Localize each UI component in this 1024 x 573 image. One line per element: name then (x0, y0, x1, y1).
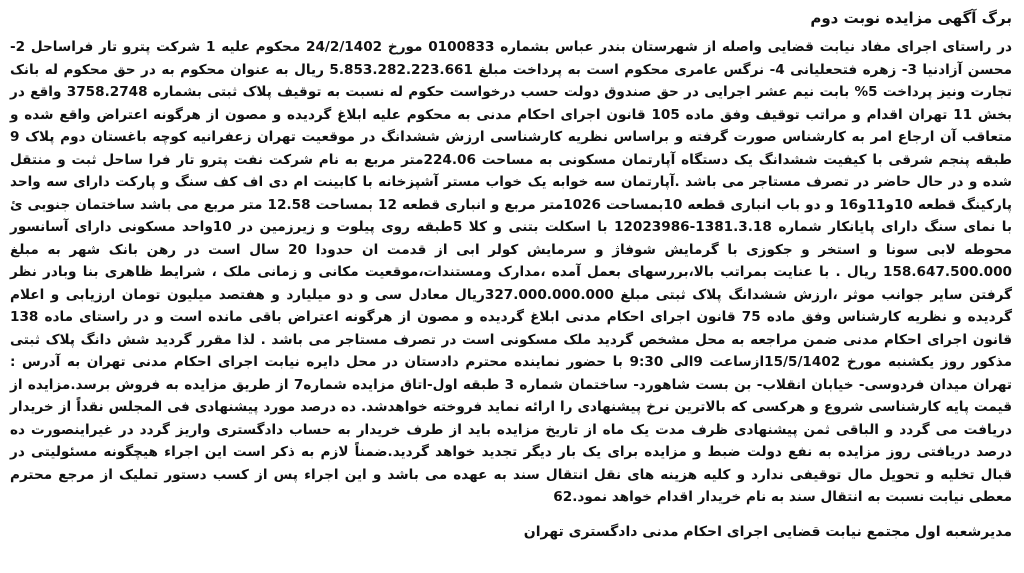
notice-body: در راستای اجرای مفاد نیابت قضایی واصله از شهرستان بندر عباس بشماره 0100833 مورخ 24/2/1402 محکوم علیه 1 شرکت پترو تار فراساحل 2- محسن آزادنیا 3- زهره فتحعلیانی 4- نرگس عامری محکوم است به پرداخت مبلغ 5.853.282.223.661 ریال به عنوان محکوم به در حق محکوم له بانک تجارت ونیز پرداخت 5% بابت نیم عشر اجرایی در حق صندوق دولت حسب درخواست حکوم له نسبت به توقیف پلاک ثبتی بشماره 3758.2748 واقع در بخش 11 تهران اقدام و مراتب توقیف وفق ماده 105 قانون اجرای احکام مدنی به محکوم علیه ابلاغ گردیده و مصون از هرگونه اعتراض واقع شده و متعاقب آن ارجاع امر به کارشناس صورت گرفته و براساس نظریه کارشناسی ارزش ششدانگ در موقعیت تهران زعفرانیه کوچه باغستان دوم پلاک 9 طبقه پنجم شرقی با کیفیت ششدانگ یک دستگاه آپارتمان مسکونی به مساحت 224.06متر مربع به نام شرکت نفت پترو تار فرا ساحل ثبت و منتقل شده و در حال حاضر در تصرف مستاجر می باشد .آپارتمان سه خوابه یک خواب مستر آشپزخانه با کابینت ام دی اف کف سنگ و پارکت دارای سه واحد پارکینگ قطعه 10و11و16 و دو باب انباری قطعه 10بمساحت 1026متر مربع و انباری قطعه 12 بمساحت 12.58 متر مربع می باشد ساختمان جنوبی ئ با نمای سنگ دارای پایانکار شماره 1381.3.18-12023986 با اسکلت بتنی و کلا 5طبقه روی پیلوت و زیرزمین در 10واحد مسکونی دارای آسانسور محوطه لابی سونا و استخر و جکوزی با گرمایش شوفاژ و سرمایش کولر ابی از قدمت ان حدودا 20 سال است در رهن بانک شهر به مبلغ 158.647.500.000 ریال . با عنایت بمراتب بالا،بررسهای بعمل آمده ،مدارک ومستندات،موقعیت مکانی و زمانی ملک ، شرایط ظاهری بنا وبادر نظر گرفتن سایر جوانب موثر ،ارزش ششدانگ پلاک ثبتی مبلغ 327.000.000.000ریال معادل سی و دو میلیارد و هفتصد میلیون تومان ارزیابی و اعلام گردیده و نظریه کارشناس وفق ماده 75 قانون اجرای احکام مدنی ابلاغ گردیده و مصون از هرگونه اعتراض باقی مانده است و در راستای ماده 138 قانون اجرای احکام مدنی ضمن مراجعه به محل مشخص گردید ملک مسکونی است در تصرف مستاجر می باشد . لذا مقرر گردید شش دانگ پلاک ثبتی مذکور روز یکشنبه مورخ 15/5/1402ازساعت 9الی 9:30 با حضور نماینده محترم دادستان در محل دایره نیابت اجرای احکام مدنی تهران به آدرس : تهران میدان فردوسی- خیابان انقلاب- بن بست شاهورد- ساختمان شماره 3 طبقه اول-اتاق مزایده شماره7 از طریق مزایده به فروش برسد.مزایده از قیمت پایه کارشناسی شروع و هرکسی که بالاترین نرخ پیشنهادی را ارائه نماید فروخته خواهدشد. ده درصد مورد پیشنهادی فی المجلس نقداً از خریدار دریافت می گردد و الباقی ثمن پیشنهادی ظرف مدت یک ماه از تاریخ مزایده باید از طرف خریدار به حساب دادگستری واریز گردد در غیراینصورت ده درصد دریافتی روز مزایده به نفع دولت ضبط و مزایده برای یک بار دیگر تجدید خواهد گردید.ضمناً لازم به ذکر است این اجراء هیچگونه مسئولیتی در قبال تخلیه و تحویل مال توقیفی ندارد و کلیه هزینه های نقل انتقال سند به عهده می باشد و این اجراء پس از کسب دستور تملیک از مرجع محترم معطی نیابت نسبت به انتقال سند به نام خریدار اقدام خواهد نمود.62 (10, 39, 1013, 505)
auction-notice (10, 6, 1012, 569)
notice-signature: مدیرشعبه اول مجتمع نیابت قضایی اجرای احکام مدنی دادگستری تهران (523, 523, 1012, 540)
notice-title: برگ آگهی مزایده نوبت دوم (810, 9, 1012, 27)
